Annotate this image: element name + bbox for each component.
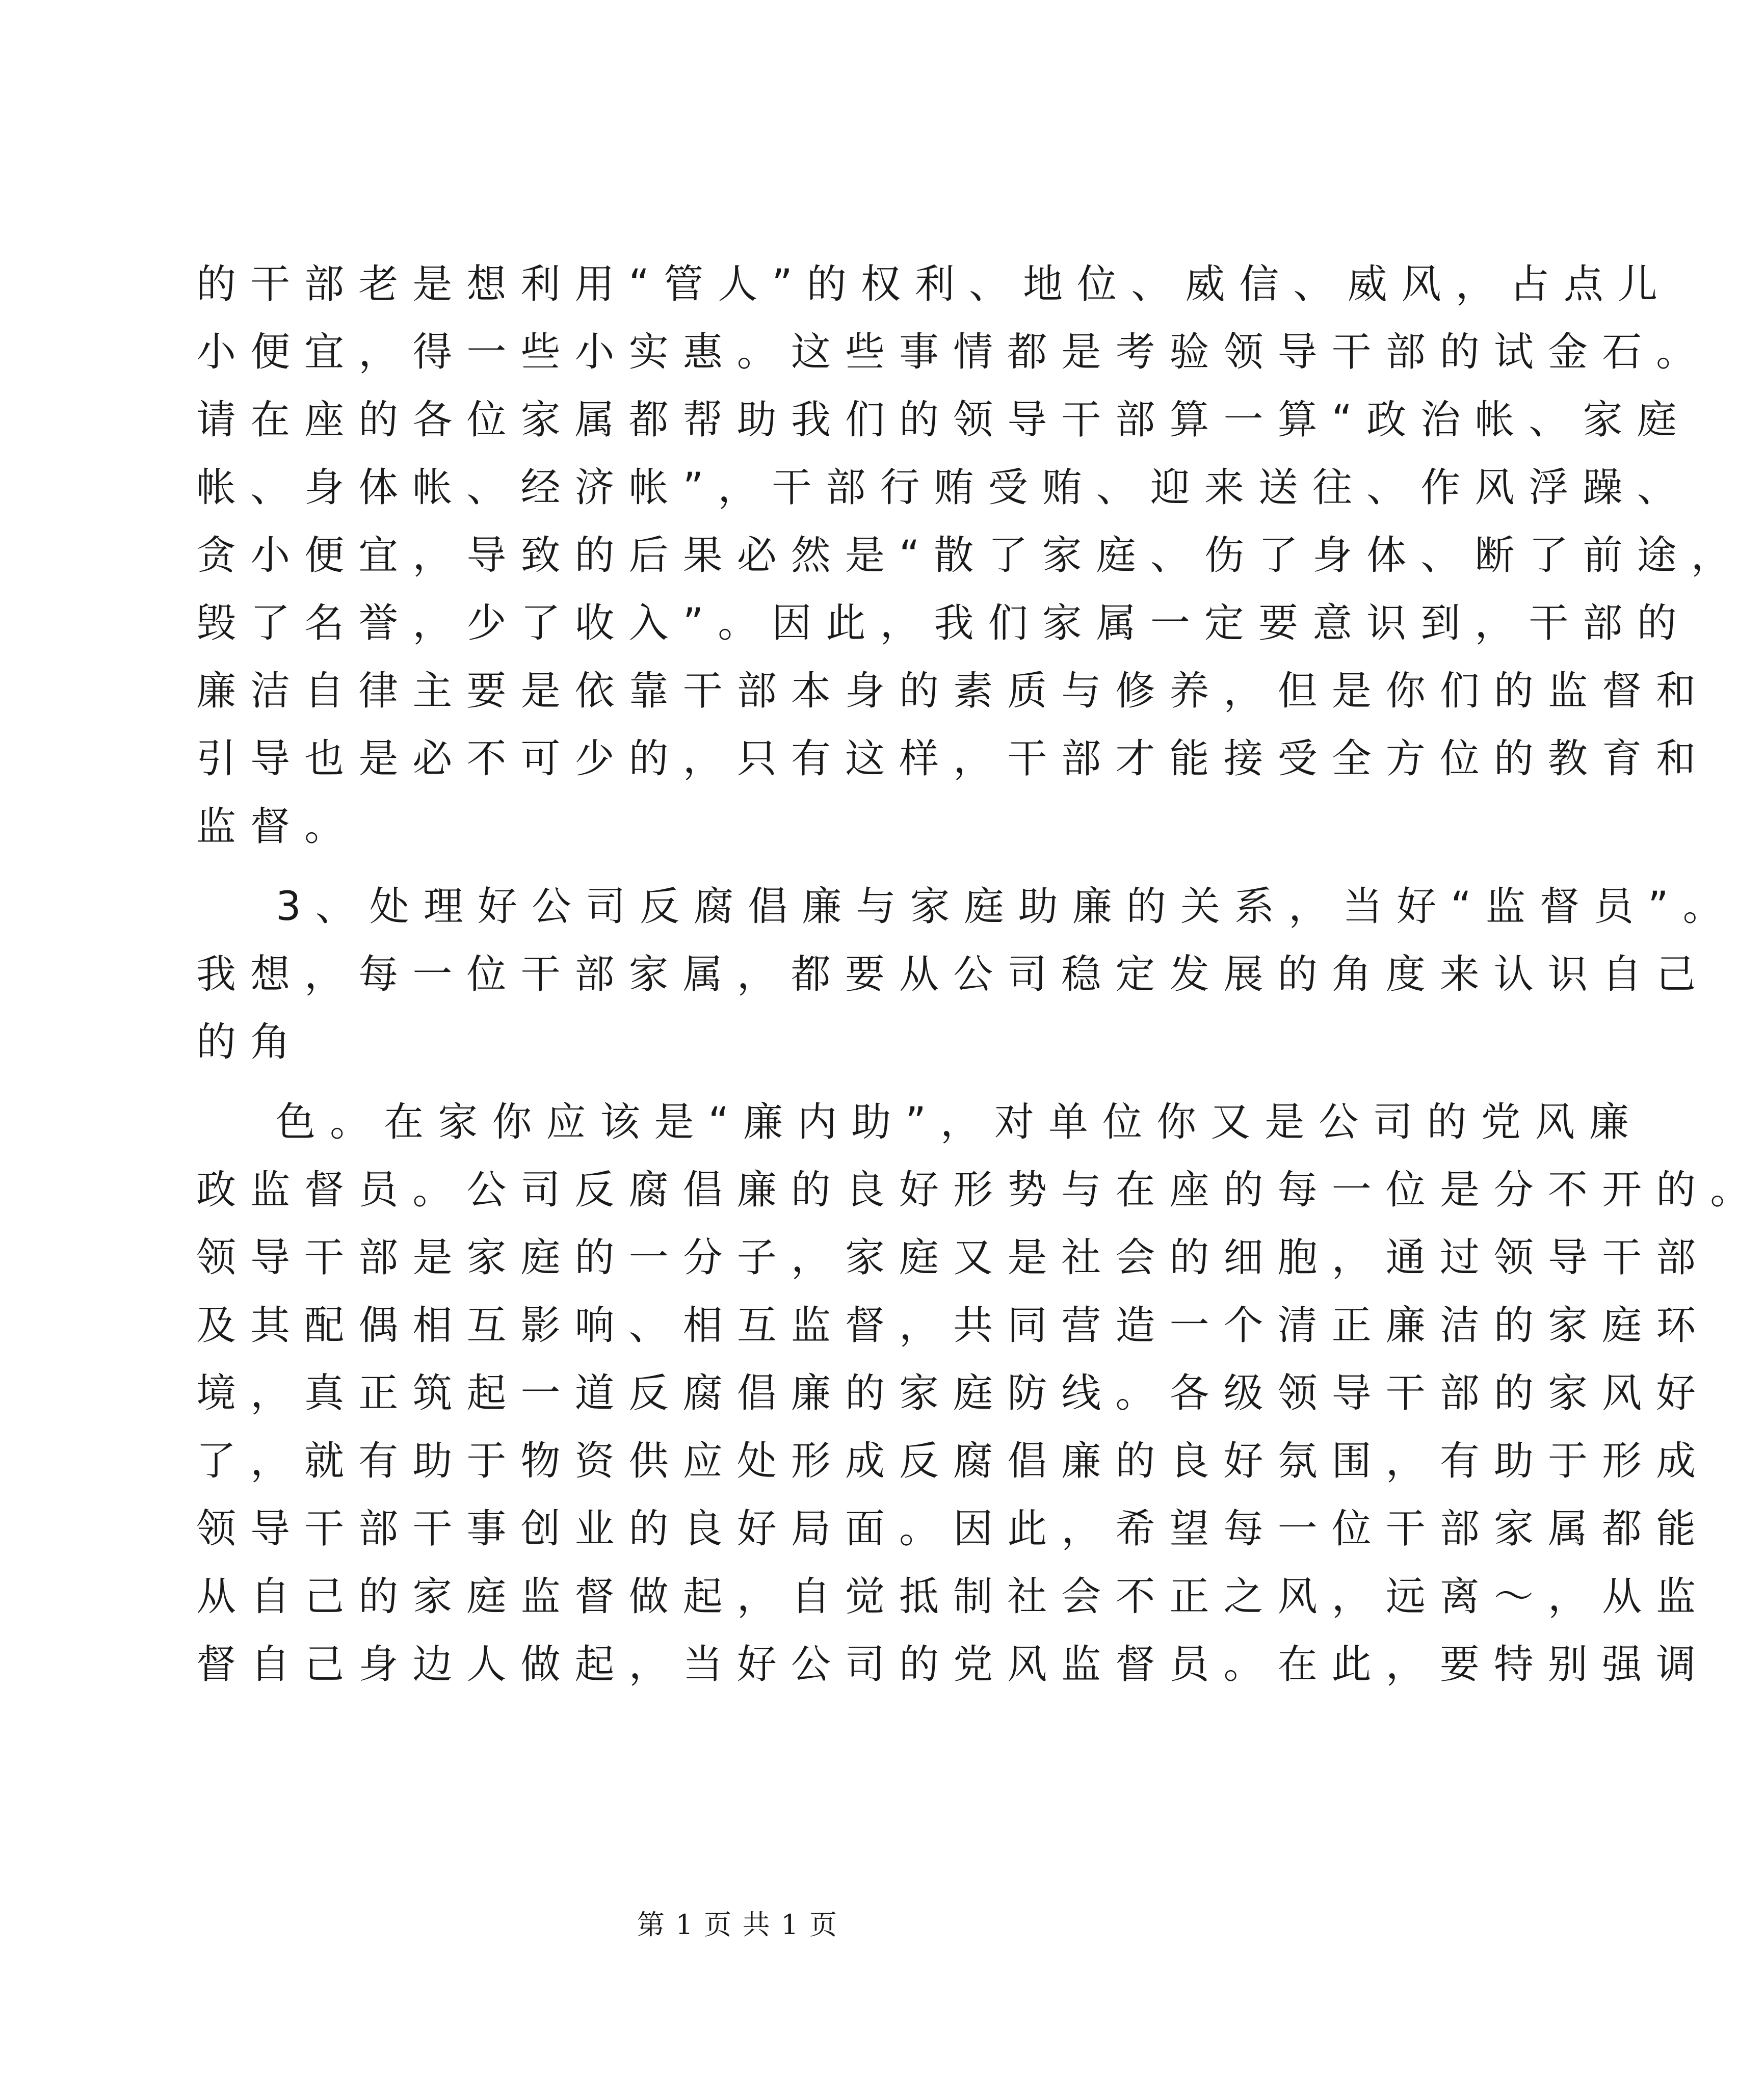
- text-line: 领导干部是家庭的一分子，家庭又是社会的细胞，通过领导干部: [196, 1235, 1710, 1281]
- text-line: 政监督员。公司反腐倡廉的良好形势与在座的每一位是分不开的。: [196, 1167, 1764, 1213]
- text-line: 色。在家你应该是“廉内助”，对单位你又是公司的党风廉: [276, 1099, 1643, 1145]
- text-line: 廉洁自律主要是依靠干部本身的素质与修养，但是你们的监督和: [196, 668, 1710, 714]
- text-line: 督自己身边人做起，当好公司的党风监督员。在此，要特别强调: [196, 1642, 1710, 1687]
- text-line: 领导干部干事创业的良好局面。因此，希望每一位干部家属都能: [196, 1506, 1710, 1552]
- page-number-footer: 第 1 页 共 1 页: [637, 1909, 838, 1941]
- text-line: 了，就有助于物资供应处形成反腐倡廉的良好氛围，有助于形成: [196, 1438, 1710, 1484]
- text-line: 及其配偶相互影响、相互监督，共同营造一个清正廉洁的家庭环: [196, 1303, 1710, 1349]
- body-text: [196, 251, 1764, 1699]
- text-line: 3、处理好公司反腐倡廉与家庭助廉的关系，当好“监督员”。: [276, 884, 1737, 930]
- text-line: 我想，每一位干部家属，都要从公司稳定发展的角度来认识自己: [196, 952, 1710, 997]
- text-line: 境，真正筑起一道反腐倡廉的家庭防线。各级领导干部的家风好: [196, 1370, 1710, 1416]
- text-line: 贪小便宜，导致的后果必然是“散了家庭、伤了身体、断了前途，: [196, 533, 1745, 578]
- text-line: 监督。: [196, 804, 359, 850]
- text-line: 帐、身体帐、经济帐”，干部行贿受贿、迎来送往、作风浮躁、: [196, 465, 1691, 511]
- text-line: 小便宜，得一些小实惠。这些事情都是考验领导干部的试金石。: [196, 329, 1710, 375]
- text-line: 的角: [196, 1019, 305, 1065]
- text-line: 从自己的家庭监督做起，自觉抵制社会不正之风，远离～，从监: [196, 1574, 1710, 1620]
- text-line: 的干部老是想利用“管人”的权利、地位、威信、威风，占点儿: [196, 261, 1672, 307]
- text-line: 请在座的各位家属都帮助我们的领导干部算一算“政治帐、家庭: [196, 397, 1691, 443]
- text-line: 引导也是必不可少的，只有这样，干部才能接受全方位的教育和: [196, 736, 1710, 782]
- text-line: 毁了名誉，少了收入”。因此，我们家属一定要意识到，干部的: [196, 600, 1691, 646]
